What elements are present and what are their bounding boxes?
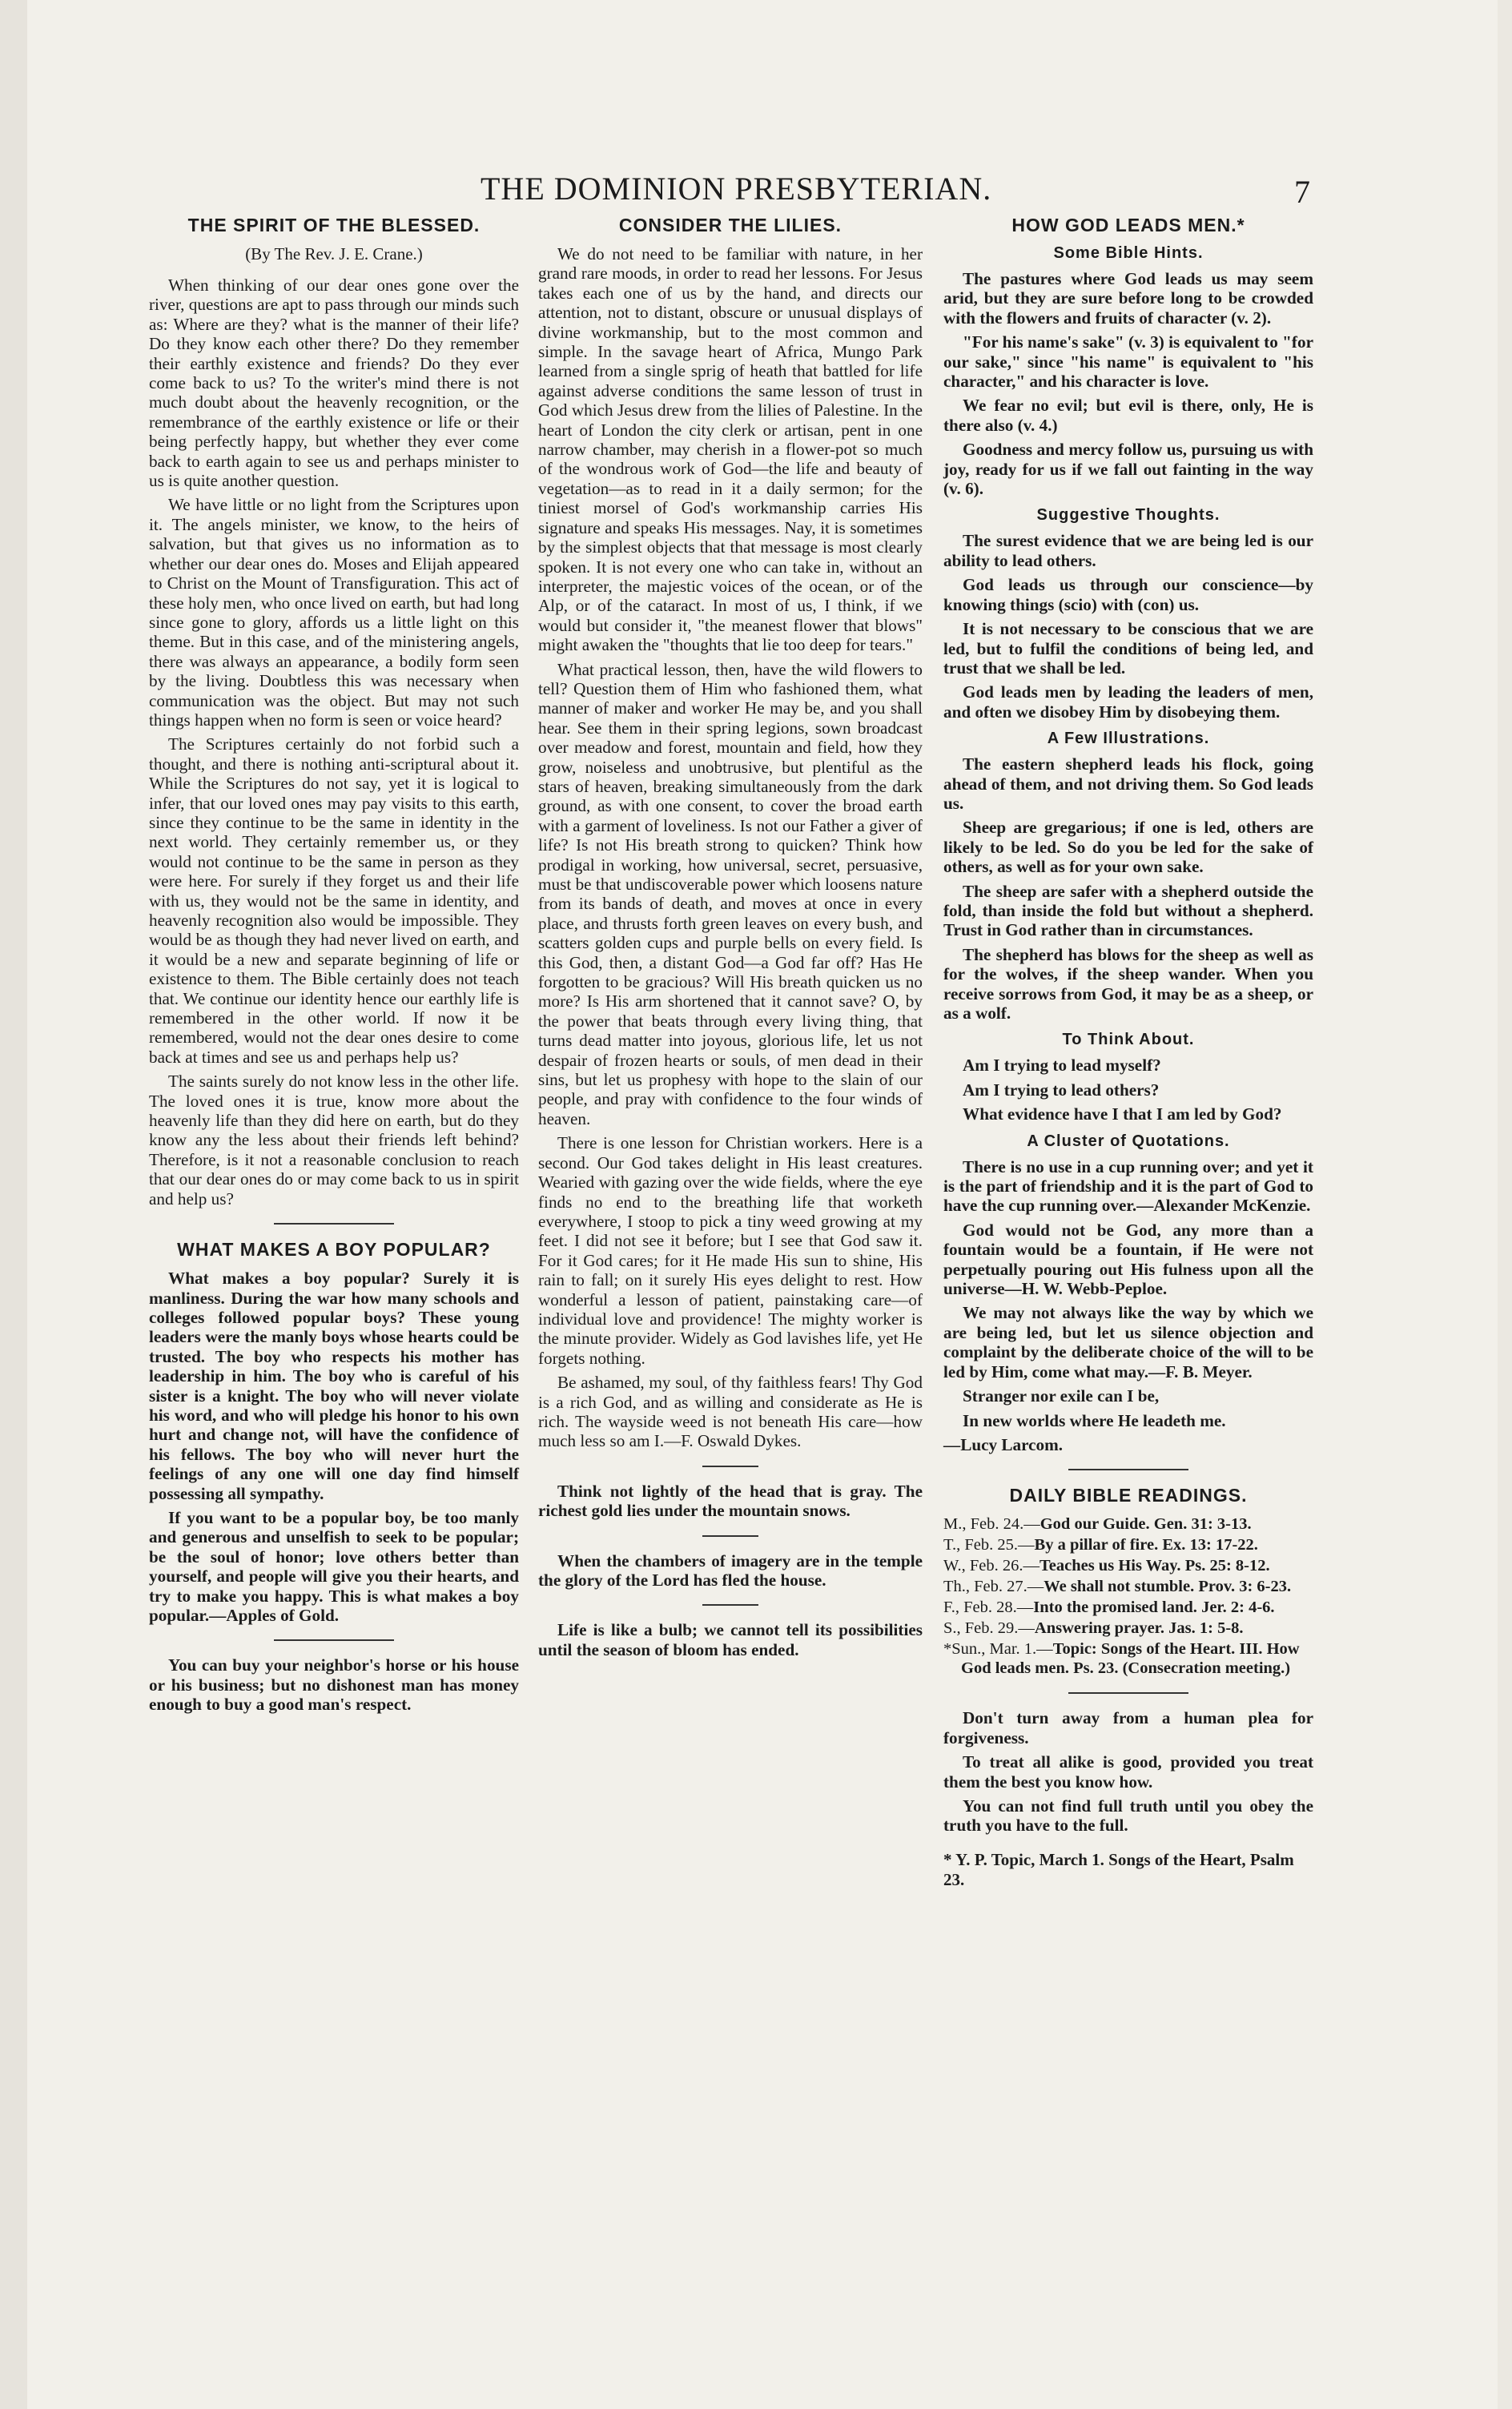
section-divider [1068, 1469, 1188, 1470]
paragraph: The eastern shepherd leads his flock, going ahead of them, and not driving them. So God leads us. [943, 754, 1313, 813]
paragraph: What practical lesson, then, have the wild flowers to tell? Question them of Him who fashioned them, what manner of maker and worker He may be, and you shall hear. See them in their spring legions, sown broadcast over meadow and forest, mountain and field, how they grow, noiseless and unobtrusive, but plentiful as the stars of heaven, breaking simultaneously from the dark ground, as with one consent, to cover the broad earth with a garment of loveliness. Is not our Father a giver of life? Is not His breath strong to quicken? Think how prodigal in working, how universal, secret, persuasive, must be that undiscoverable power which loosens nature from its bands of death, and moves at once in every place, and thrusts forth green leaves on every bush, and scatters golden cups and purple bells on every field. Is this God, then, a distant God—a God far off? Has He forgotten to be gracious? Will His breath quicken us no more? Is His arm shortened that it cannot save? O, by the power that beats through every living thing, that turns dead matter into joyous, glorious life, let us not despair of frozen hearts or souls, of men dead in their sins, but let us prophesy with hope to the slain of our people, and pray with confidence to the four winds of heaven. [538, 659, 923, 1128]
poem-line: Stranger nor exile can I be, [963, 1386, 1160, 1406]
paragraph: When thinking of our dear ones gone over the river, questions are apt to pass through our minds such as: Where are they? what is the manner of their life? Do they know each other there? Do they remember their earthly existence and friends? Do they ever come back to us? To the writer's mind there is not much doubt about the heavenly recognition, or the remembrance of the earthly existence or life or their being perfectly happy, but whether they ever come back to earth again to see us and perhaps minister to us is quite another question. [149, 275, 519, 491]
article-heading-leads: HOW GOD LEADS MEN.* [1011, 215, 1245, 235]
reading-text: By a pillar of fire. [1034, 1536, 1159, 1554]
page-right-edge [1498, 0, 1512, 2409]
filler-paragraph: To treat all alike is good, provided you treat them the best you know how. [943, 1752, 1313, 1792]
paragraph: We fear no evil; but evil is there, only, He is there also (v. 4.) [943, 396, 1313, 435]
filler-paragraph: Think not lightly of the head that is gray. The richest gold lies under the mountain snows. [538, 1481, 923, 1521]
reading-row [943, 1514, 1313, 1534]
subheading: A Few Illustrations. [1047, 730, 1210, 748]
paragraph: If you want to be a popular boy, be too manly and generous and unselfish to seek to be popular; be the soul of honor; love others better than yourself, and people will give you their hearts, and try to make you happy. This is what makes a boy popular.—Apples of Gold. [149, 1507, 519, 1625]
publication-title: THE DOMINION PRESBYTERIAN. [481, 171, 992, 207]
filler-paragraph: Life is like a bulb; we cannot tell its possibilities until the season of bloom has ended. [538, 1620, 923, 1659]
poem-line: In new worlds where He leadeth me. [963, 1410, 1226, 1430]
article-heading-lilies: CONSIDER THE LILIES. [618, 215, 842, 235]
paragraph: What evidence have I that I am led by God? [963, 1104, 1282, 1124]
subheading: Suggestive Thoughts. [1036, 506, 1220, 525]
reading-ref: Ex. 13: 17-22. [1162, 1536, 1258, 1554]
reading-row [943, 1577, 1313, 1596]
paragraph: God leads men by leading the leaders of men, and often we disobey Him by disobeying them. [943, 682, 1313, 722]
paragraph: "For his name's sake" (v. 3) is equivalent to "for our sake," since "his name" is equivalent to "his character," and his character is love. [943, 332, 1313, 392]
filler-paragraph: Don't turn away from a human plea for forgiveness. [943, 1708, 1313, 1747]
reading-date: W., Feb. 26.— [943, 1557, 1040, 1575]
paragraph: We may not always like the way by which we are being led, but let us silence objection and complaint by the deliberate choice of the will to be led by Him, come what may.—F. B. Meyer. [943, 1303, 1313, 1381]
readings-list [943, 1514, 1313, 1678]
article-heading-spirit: THE SPIRIT OF THE BLESSED. [187, 215, 481, 235]
section-divider [702, 1604, 758, 1606]
reading-row [943, 1598, 1313, 1617]
reading-ref: Gen. 31: 3-13. [1153, 1515, 1252, 1534]
section-divider [274, 1639, 394, 1641]
page-left-edge [0, 0, 27, 2409]
filler-paragraph: When the chambers of imagery are in the temple the glory of the Lord has fled the house. [538, 1550, 923, 1590]
paragraph: God would not be God, any more than a fountain would be a fountain, if He were not perpetually pouring out His fulness upon all the universe—H. W. Webb-Peploe. [943, 1220, 1313, 1299]
readings-heading: DAILY BIBLE READINGS. [1009, 1485, 1248, 1506]
reading-ref: Jas. 1: 5-8. [1168, 1619, 1244, 1638]
paragraph: The shepherd has blows for the sheep as well as for the wolves, if the sheep wander. When you receive sorrows from God, it may be as a sheep, or as a wolf. [943, 944, 1313, 1023]
reading-ref: Ps. 23. (Consecration meeting.) [1073, 1659, 1291, 1678]
quotation-author: —Lucy Larcom. [943, 1434, 1064, 1454]
reading-text: Topic: Songs of the Heart. III. How God leads men. [961, 1640, 1300, 1678]
reading-text: Teaches us His Way. [1039, 1557, 1181, 1575]
paragraph: There is no use in a cup running over; and yet it is the part of friendship and it is the part of God to have the cup running over.—Alexander McKenzie. [943, 1156, 1313, 1216]
subheading: Some Bible Hints. [1053, 244, 1204, 262]
reading-row [943, 1639, 1313, 1678]
reading-ref: Ps. 25: 8-12. [1184, 1557, 1270, 1575]
reading-date: T., Feb. 25.— [943, 1536, 1035, 1554]
reading-ref: Jer. 2: 4-6. [1201, 1599, 1275, 1617]
paragraph: The sheep are safer with a shepherd outside the fold, than inside the fold but without a shepherd. Trust in God rather than in circumstances. [943, 881, 1313, 940]
paragraph: We do not need to be familiar with nature, in her grand rare moods, in order to read her lessons. For Jesus takes each one of us by the hand, and directs our attention, not to distant, obscure or unusual displays of divine workmanship, but to the most common and simple. In the savage heart of Africa, Mungo Park learned from a single sprig of heath that battled for life against adverse conditions the same lesson of trust in God which Jesus drew from the lilies of Palestine. In the heart of London the city clerk or artisan, pent in one narrow chamber, may cherish in a flower-pot so much of the wondrous work of God—the life and beauty of vegetation—as to read in it a daily sermon; for the tiniest morsel of God's workmanship carries His signature and speaks His messages. Nay, it is sometimes by the simplest objects that that message is most clearly spoken. It is not every one who can take in, without an interpreter, the majestic voices of the ocean, or of the Alp, or of the cataract. In most of us, I think, if we would but consider it, "the meanest flower that blows" might awaken the "thoughts that lie too deep for tears." [538, 244, 923, 655]
paragraph: Be ashamed, my soul, of thy faithless fears! Thy God is a rich God, and as willing and considerate as He is rich. The wayside weed is not beneath His care—how much less so am I.—F. Oswald Dykes. [538, 1373, 923, 1451]
column-left [149, 210, 519, 1719]
filler-paragraph: You can buy your neighbor's horse or his house or his business; but no dishonest man has money enough to buy a good man's respect. [149, 1655, 519, 1715]
reading-text: God our Guide. [1040, 1515, 1150, 1534]
reading-date: M., Feb. 24.— [943, 1515, 1040, 1534]
reading-text: Answering prayer. [1034, 1619, 1165, 1638]
paragraph: Goodness and mercy follow us, pursuing us with joy, ready for us if we fall out fainting in the way (v. 6). [943, 440, 1313, 499]
article-byline: (By The Rev. J. E. Crane.) [245, 244, 423, 263]
column-right [943, 210, 1313, 1890]
article-heading-popular: WHAT MAKES A BOY POPULAR? [177, 1239, 491, 1261]
reading-row [943, 1535, 1313, 1554]
paragraph: The pastures where God leads us may seem arid, but they are sure before long to be crowded with the flowers and fruits of character (v. 2). [943, 269, 1313, 328]
filler-paragraph: You can not find full truth until you obey the truth you have to the full. [943, 1796, 1313, 1836]
paragraph: We have little or no light from the Scriptures upon it. The angels minister, we know, to the heirs of salvation, but that gives us no information as to whether our dear ones do. Moses and Elijah appeared to Christ on the Mount of Transfiguration. This act of these holy men, who once lived on earth, but had long since gone to glory, affords us a little light on this theme. But in this case, and of the ministering angels, there was always an appearance, a bodily form seen by the living. Doubtless this was necessary when communication was the object. But may not such things happen when no form is seen or voice heard? [149, 495, 519, 730]
paragraph: The surest evidence that we are being led is our ability to lead others. [943, 531, 1313, 570]
subheading: To Think About. [1062, 1031, 1195, 1049]
reading-ref: Prov. 3: 6-23. [1198, 1578, 1292, 1596]
reading-row [943, 1619, 1313, 1638]
paragraph: The Scriptures certainly do not forbid such a thought, and there is nothing anti-scriptural about it. While the Scriptures do not say, yet it is logical to infer, that our loved ones may pay visits to this earth, since they continue to be the same in identity in the next world. They certainly remember us, or they would not continue to be the same in person as they were here. For surely if they forget us and their life with us, they would not be the same in identity, and heavenly recognition also would be impossible. They would be as though they had never lived on earth, and it would be a new and separate beginning of life or existence to them. The Bible certainly does not teach that. We continue our identity hence our earthly life is remembered in the other world. If now it be remembered, would not the dear ones desire to come back at times and see us and perhaps help us? [149, 734, 519, 1067]
section-divider [702, 1466, 758, 1467]
section-divider [274, 1223, 394, 1225]
paragraph: There is one lesson for Christian workers. Here is a second. Our God takes delight in His least creatures. Wearied with gazing over the wide fields, where the eye finds no end to the breathing life that worketh everywhere, I stoop to pick a tiny weed growing at my feet. I did not see it before; but I see that God saw it. For it God cares; for it He made His sun to shine, His rain to fall; on it surely His eyes delight to rest. How wonderful a lesson of patient, painstaking care—of individual love and providence! The mighty worker is the minute provider. Widely as God lavishes life, yet He forgets nothing. [538, 1133, 923, 1368]
paragraph: God leads us through our conscience—by knowing things (scio) with (con) us. [943, 575, 1313, 614]
column-middle [538, 210, 923, 1664]
topic-footnote: * Y. P. Topic, March 1. Songs of the Heart, Psalm 23. [943, 1849, 1294, 1889]
reading-date: F., Feb. 28.— [943, 1599, 1034, 1617]
paragraph: The saints surely do not know less in the other life. The loved ones it is true, know more about the heavenly life than they did here on earth, but do they know any the less about their friends left behind? Therefore, is it not a reasonable conclusion to reach that our dear ones do or may come back to us in spirit and help us? [149, 1072, 519, 1209]
subheading: A Cluster of Quotations. [1027, 1132, 1230, 1150]
reading-row [943, 1556, 1313, 1575]
reading-text: We shall not stumble. [1044, 1578, 1195, 1596]
paragraph: Am I trying to lead others? [963, 1080, 1160, 1100]
paragraph: Am I trying to lead myself? [963, 1056, 1161, 1076]
section-divider [702, 1535, 758, 1537]
reading-text: Into the promised land. [1033, 1599, 1197, 1617]
reading-date: S., Feb. 29.— [943, 1619, 1035, 1638]
reading-date: Th., Feb. 27.— [943, 1578, 1044, 1596]
page-number: 7 [1294, 174, 1310, 210]
paragraph: Sheep are gregarious; if one is led, others are likely to be led. So do you be led for the sake of others, as well as for your own sake. [943, 818, 1313, 877]
reading-date: *Sun., Mar. 1.— [943, 1640, 1053, 1659]
paragraph: It is not necessary to be conscious that we are led, but to fulfil the conditions of being led, and trust that we shall be led. [943, 619, 1313, 678]
section-divider [1068, 1692, 1188, 1694]
paragraph: What makes a boy popular? Surely it is manliness. During the war how many schools and colleges followed popular boys? These young leaders were the manly boys whose hearts could be trusted. The boy who respects his mother has leadership in him. The boy who is careful of his sister is a knight. The boy who will never violate his word, and who will pledge his honor to his own hurt and change not, will have the confidence of his fellows. The boy who will never hurt the feelings of any one will one day find himself possessing all sympathy. [149, 1269, 519, 1503]
